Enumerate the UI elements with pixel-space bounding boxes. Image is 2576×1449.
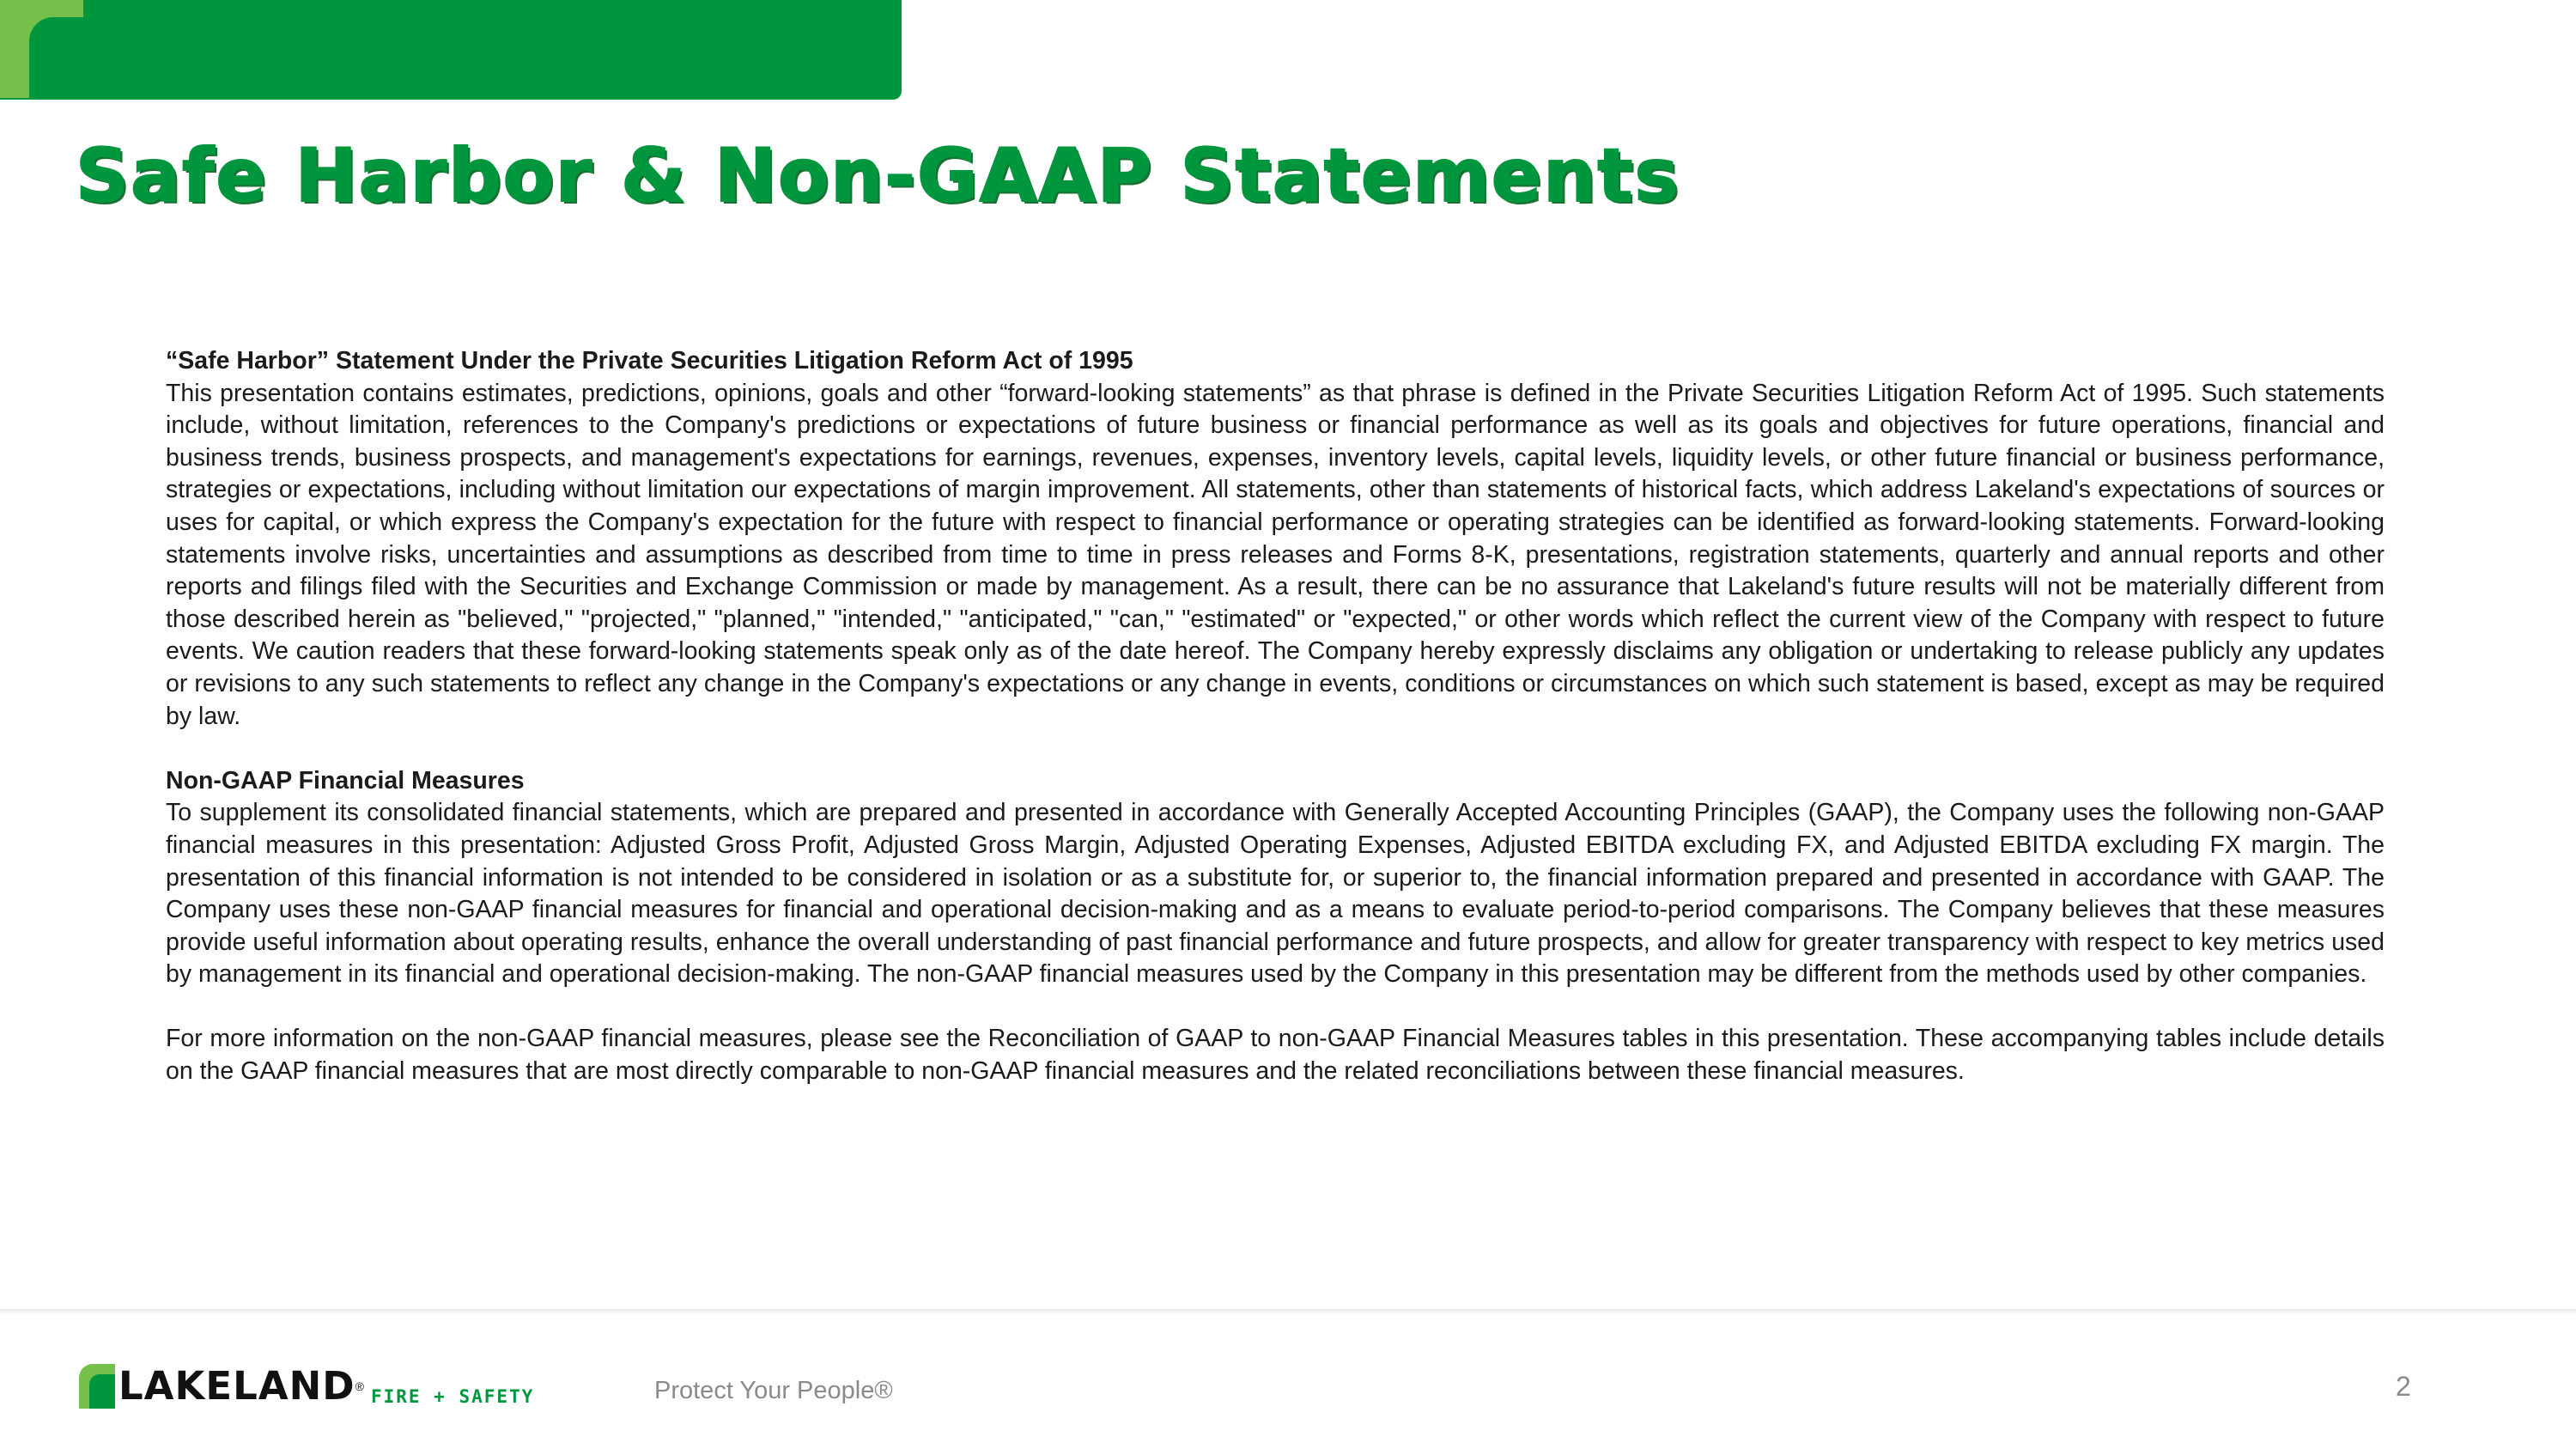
safe-harbor-paragraph: This presentation contains estimates, predictions, opinions, goals and other “forward-looking statements” as that phrase is defined in the Private Securities Litigation Reform Act of 1995. Such statements include, without limitation, references to the Company's predictions or expectations of future business or financial performance as well as its goals and objectives for future operations, financial and business trends, business prospects, and management's expectations for earnings, revenues, expenses, inventory levels, capital levels, liquidity levels, or other future financial or business performance, strategies or expectations, including without limitation our expectations of margin improvement. All statements, other than statements of historical facts, which address Lakeland's expectations of sources or uses for capital, or which express the Company's expectation for the future with respect to financial performance or operating strategies can be identified as forward-looking statements. Forward-looking statements involve risks, uncertainties and assumptions as described from time to time in press releases and Forms 8-K, presentations, registration statements, quarterly and annual reports and other reports and filings filed with the Securities and Exchange Commission or made by management. As a result, there can be no assurance that Lakeland's future results will not be materially different from those described herein as "believed," "projected," "planned," "intended," "anticipated," "can," "estimated" or "expected," or other words which reflect the current view of the Company with respect to future events. We caution readers that these forward-looking statements speak only as of the date hereof. The Company hereby expressly disclaims any obligation or undertaking to release publicly any updates or revisions to any such statements to reflect any change in the Company's expectations or any change in events, conditions or circumstances on which such statement is based, except as may be required by law.: [166, 379, 2385, 730]
document-body: [166, 345, 2385, 1088]
non-gaap-paragraph: To supplement its consolidated financial statements, which are prepared and presented in accordance with Generally Accepted Accounting Principles (GAAP), the Company uses the following non-GAAP financial measures in this presentation: Adjusted Gross Profit, Adjusted Gross Margin, Adjusted Operating Expenses, Adjusted EBITDA excluding FX, and Adjusted EBITDA excluding FX margin. The presentation of this financial information is not intended to be considered in isolation or as a substitute for, or superior to, the financial information prepared and presented in accordance with GAAP. The Company uses these non-GAAP financial measures for financial and operational decision-making and as a means to evaluate period-to-period comparisons. The Company believes that these measures provide useful information about operating results, enhance the overall understanding of past financial performance and future prospects, and allow for greater transparency with respect to key metrics used by management in its financial and operational decision-making. The non-GAAP financial measures used by the Company in this presentation may be different from the methods used by other companies.: [166, 799, 2385, 989]
non-gaap-heading: Non-GAAP Financial Measures: [166, 766, 525, 795]
logo-subtext: FIRE + SAFETY: [370, 1386, 535, 1407]
leaf-logo-icon: [0, 0, 83, 98]
logo-wordmark: LAKELAND: [118, 1363, 355, 1409]
footer-tagline: Protect Your People®: [654, 1377, 893, 1404]
logo-registered-mark: ®: [355, 1379, 364, 1393]
header-bar: [0, 0, 902, 100]
page-number: 2: [2396, 1371, 2411, 1402]
safe-harbor-heading: “Safe Harbor” Statement Under the Private Securities Litigation Reform Act of 1995: [166, 347, 1133, 374]
company-logo: [79, 1362, 534, 1410]
leaf-icon: [79, 1364, 115, 1409]
non-gaap-more-info-paragraph: For more information on the non-GAAP financial measures, please see the Reconciliation of GAAP to non-GAAP Financial Measures tables in this presentation. These accompanying tables include details on the GAAP financial measures that are most directly comparable to non-GAAP financial measures and the related reconciliations between these financial measures.: [166, 1025, 2385, 1086]
page-title: Safe Harbor & Non-GAAP Statements: [76, 133, 1680, 219]
non-gaap-section: [166, 765, 2385, 1088]
safe-harbor-section: [166, 345, 2385, 733]
footer-divider: [0, 1309, 2576, 1314]
